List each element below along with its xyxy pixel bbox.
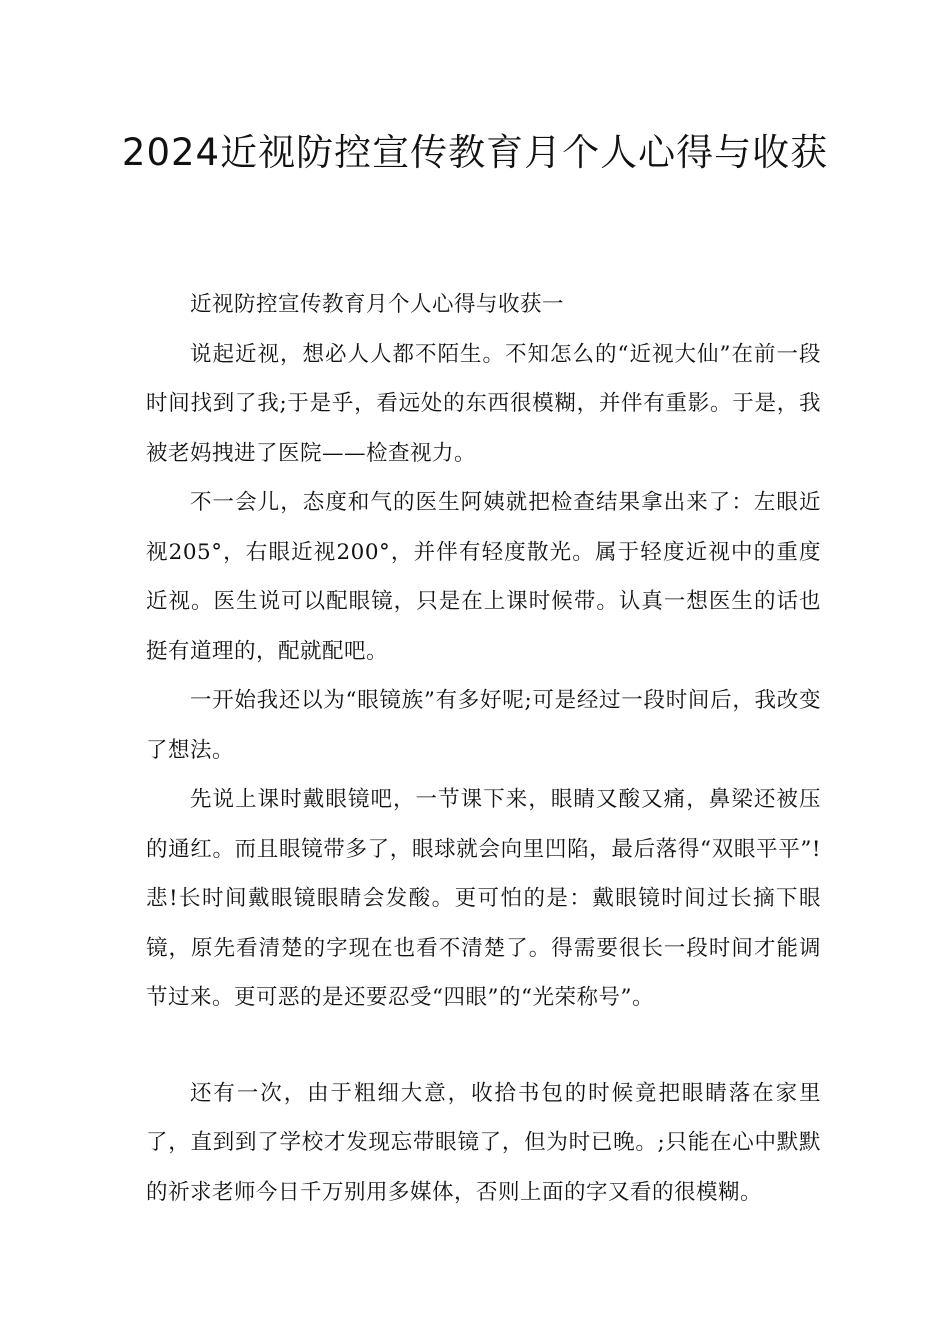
document-body (146, 280, 821, 1217)
document-title: 2024近视防控宣传教育月个人心得与收获 (121, 131, 829, 174)
paragraph: 一开始我还以为“眼镜族”有多好呢;可是经过一段时间后，我改变了想法。 (146, 688, 821, 763)
paragraph-subtitle: 近视防控宣传教育月个人心得与收获一 (190, 292, 565, 317)
paragraph: 还有一次，由于粗细大意，收拾书包的时候竟把眼睛落在家里了，直到到了学校才发现忘带眼镜了，但为时已晚。;只能在心中默默的祈求老师今日千万别用多媒体，否则上面的字又看的很模糊。 (146, 1080, 821, 1205)
paragraph: 先说上课时戴眼镜吧，一节课下来，眼睛又酸又痛，鼻梁还被压的通红。而且眼镜带多了，眼球就会向里凹陷，最后落得“双眼平平”!悲!长时间戴眼镜眼睛会发酸。更可怕的是：戴眼镜时间过长摘下眼镜，原先看清楚的字现在也看不清楚了。得需要很长一段时间才能调节过来。更可恶的是还要忍受“四眼”的“光荣称号”。 (146, 787, 821, 1010)
paragraph: 不一会儿，态度和气的医生阿姨就把检查结果拿出来了：左眼近视205°，右眼近视200°，并伴有轻度散光。属于轻度近视中的重度近视。医生说可以配眼镜，只是在上课时候带。认真一想医生的话也挺有道理的，配就配吧。 (146, 490, 821, 664)
paragraph: 说起近视，想必人人都不陌生。不知怎么的“近视大仙”在前一段时间找到了我;于是乎，看远处的东西很模糊，并伴有重影。于是，我被老妈拽进了医院——检查视力。 (146, 341, 821, 466)
